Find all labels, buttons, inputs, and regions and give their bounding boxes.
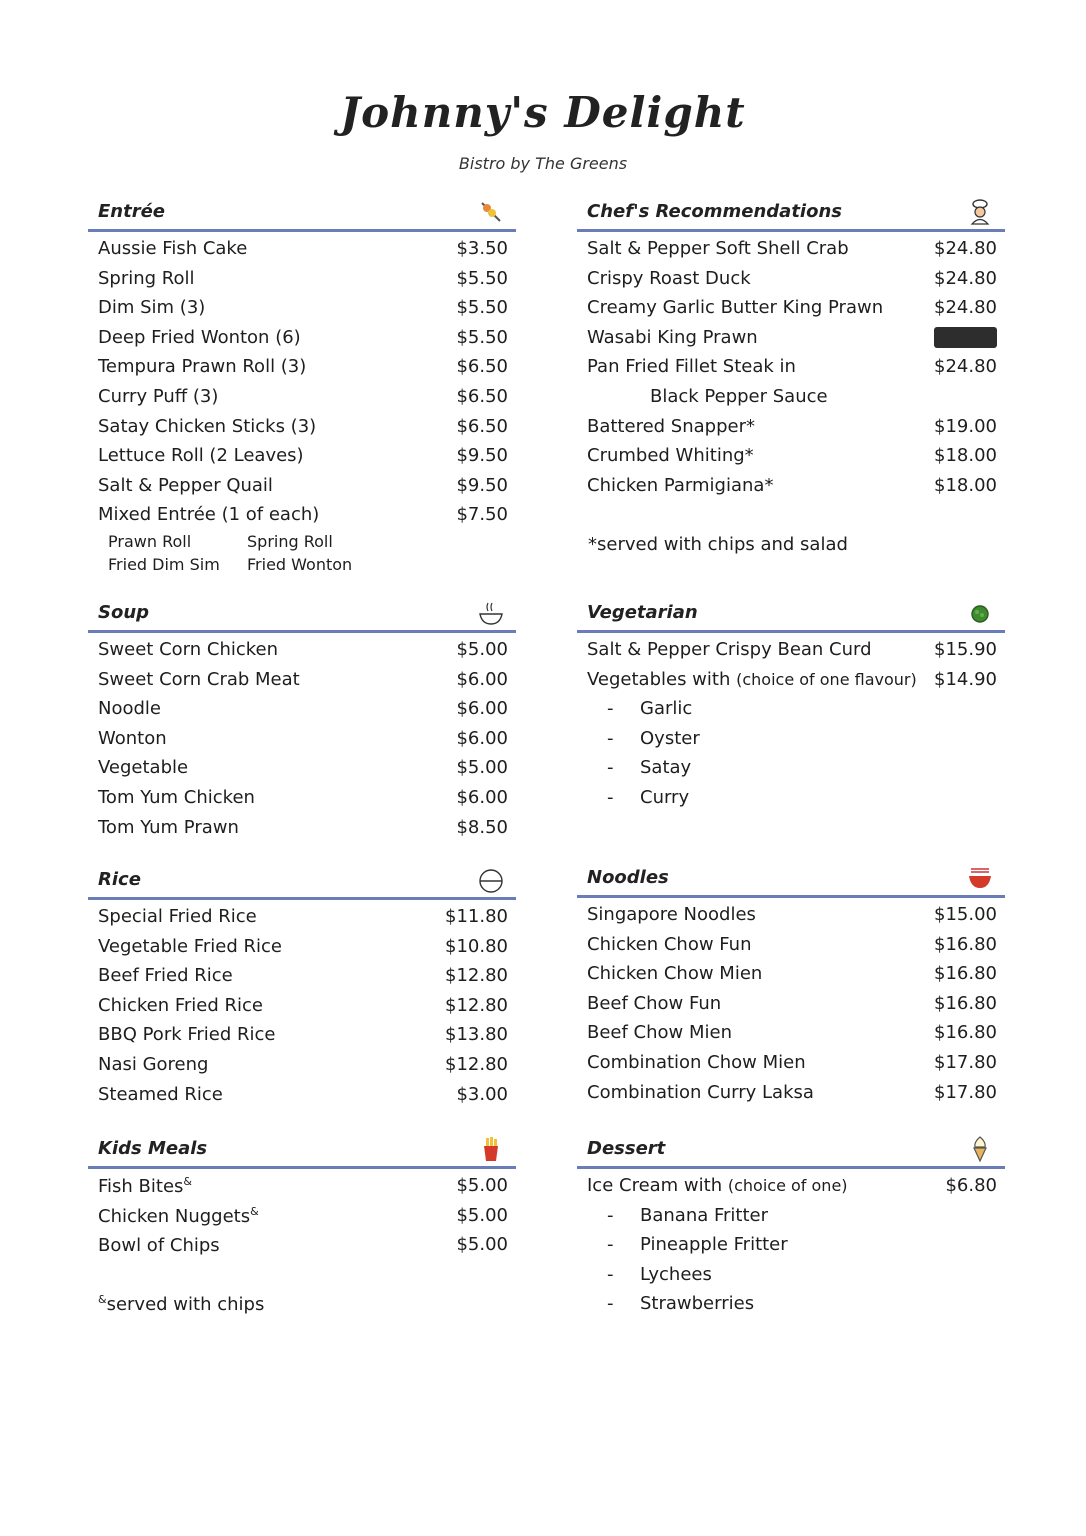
menu-row	[577, 1169, 1005, 1199]
item-name: Wonton	[98, 727, 167, 749]
item-name-text: Chicken Nuggets	[98, 1205, 251, 1227]
menu-row	[577, 1046, 1005, 1076]
option-row	[577, 751, 1005, 781]
item-name: Aussie Fish Cake	[98, 238, 248, 259]
option-dash: -	[607, 1204, 614, 1226]
section-title: Chef's Recommendations	[587, 201, 842, 222]
menu-row	[577, 898, 1005, 928]
section-title: Soup	[98, 602, 150, 623]
menu-row	[88, 751, 516, 781]
redacted-price: $24.80	[934, 326, 997, 348]
item-name: BBQ Pork Fried Rice	[98, 1024, 276, 1046]
item-price: $12.80	[445, 994, 508, 1016]
menu-row	[577, 439, 1005, 469]
menu-row	[88, 232, 516, 262]
item-price: $3.00	[456, 1083, 508, 1105]
menu-title: Johnny's Delight	[340, 88, 746, 137]
footnote-text: served with chips	[106, 1294, 265, 1315]
item-name-text: Ice Cream with	[587, 1175, 723, 1196]
item-footnote-mark: &	[250, 1204, 259, 1218]
item-price: $3.50	[456, 238, 508, 259]
mixed-item: Fried Dim Sim	[108, 555, 220, 575]
item-name: Crumbed Whiting*	[587, 445, 754, 467]
option-name: Pineapple Fritter	[640, 1234, 788, 1256]
item-name: Lettuce Roll (2 Leaves)	[98, 445, 304, 467]
option-row	[577, 1228, 1005, 1258]
item-price: $16.80	[934, 933, 997, 955]
section-noodles	[577, 865, 1005, 1105]
item-name: Noodle	[98, 698, 161, 720]
menu-row	[577, 957, 1005, 987]
section-header	[88, 600, 516, 633]
item-name: Vegetable Fried Rice	[98, 935, 282, 957]
item-name: Dim Sim (3)	[98, 297, 206, 319]
menu-row	[88, 1048, 516, 1078]
section-entree	[88, 199, 516, 575]
item-name: Salt & Pepper Crispy Bean Curd	[587, 639, 872, 660]
item-price: $5.00	[456, 1175, 508, 1196]
menu-row	[577, 350, 1005, 380]
mixed-entree-contents	[88, 528, 516, 552]
item-name: Salt & Pepper Quail	[98, 474, 273, 496]
item-name	[587, 669, 917, 690]
mixed-item: Prawn Roll	[108, 531, 192, 551]
item-name-continued: Black Pepper Sauce	[650, 385, 828, 407]
menu-row	[88, 1228, 516, 1258]
menu-row	[88, 291, 516, 321]
section-header	[577, 600, 1005, 633]
chefs-footnote: *served with chips and salad	[588, 534, 848, 555]
soup-bowl-icon	[478, 600, 504, 626]
item-name-text: Fish Bites	[98, 1176, 184, 1197]
item-name: Sweet Corn Chicken	[98, 639, 279, 660]
option-dash: -	[607, 786, 614, 808]
item-price: $19.00	[934, 415, 997, 437]
menu-row	[88, 439, 516, 469]
section-soup	[88, 600, 516, 840]
item-price: $24.80	[934, 356, 997, 378]
menu-row	[577, 321, 1005, 351]
section-header	[88, 1136, 516, 1169]
menu-row	[88, 350, 516, 380]
item-name	[98, 1205, 259, 1227]
item-price: $24.80	[934, 267, 997, 289]
item-name: Vegetable	[98, 757, 189, 779]
item-price: $6.50	[456, 385, 508, 407]
item-name: Pan Fried Fillet Steak in	[587, 356, 796, 378]
menu-row	[88, 663, 516, 693]
option-dash: -	[607, 757, 614, 779]
item-name: Chicken Chow Mien	[587, 963, 763, 985]
section-title: Kids Meals	[98, 1138, 208, 1159]
section-kids-meals	[88, 1136, 516, 1258]
item-name: Steamed Rice	[98, 1083, 223, 1105]
item-price: $14.90	[934, 668, 997, 690]
mixed-item: Fried Wonton	[247, 555, 353, 575]
item-name: Crispy Roast Duck	[587, 267, 751, 289]
item-price: $6.50	[456, 415, 508, 437]
menu-row	[88, 900, 516, 930]
item-footnote-mark: &	[183, 1175, 192, 1188]
item-price: $6.00	[456, 727, 508, 749]
item-qualifier: (choice of one)	[727, 1176, 848, 1195]
menu-row	[88, 1199, 516, 1229]
option-dash: -	[607, 727, 614, 749]
option-row	[577, 1258, 1005, 1288]
rice-bowl-icon	[478, 867, 504, 893]
menu-row-continuation	[577, 380, 1005, 410]
item-name: Tom Yum Prawn	[98, 816, 239, 838]
skewer-icon	[478, 199, 504, 225]
item-price: $6.00	[456, 698, 508, 720]
item-price: $6.00	[456, 668, 508, 690]
menu-row	[577, 987, 1005, 1017]
menu-row	[577, 469, 1005, 499]
item-price: $13.80	[445, 1024, 508, 1046]
option-dash: -	[607, 1293, 614, 1315]
option-name: Strawberries	[640, 1293, 755, 1315]
menu-row	[577, 262, 1005, 292]
item-name: Satay Chicken Sticks (3)	[98, 415, 317, 437]
option-row	[577, 781, 1005, 811]
menu-row	[577, 928, 1005, 958]
section-title: Vegetarian	[587, 602, 698, 623]
option-name: Lychees	[640, 1263, 712, 1285]
item-price: $6.00	[456, 786, 508, 808]
item-name-text: Bowl of Chips	[98, 1235, 220, 1257]
item-name	[98, 1234, 220, 1256]
item-name: Beef Chow Fun	[587, 992, 722, 1014]
item-price: $7.50	[456, 504, 508, 526]
item-price: $5.50	[456, 267, 508, 289]
item-price: $9.50	[456, 474, 508, 496]
item-name: Chicken Fried Rice	[98, 994, 264, 1016]
menu-row	[88, 410, 516, 440]
menu-row	[577, 633, 1005, 663]
menu-row	[577, 232, 1005, 262]
item-price: $12.80	[445, 965, 508, 987]
item-name: Combination Chow Mien	[587, 1051, 806, 1073]
item-name: Spring Roll	[98, 267, 195, 289]
menu-row	[88, 469, 516, 499]
item-name: Creamy Garlic Butter King Prawn	[587, 297, 884, 319]
menu-row	[88, 959, 516, 989]
item-name: Chicken Parmigiana*	[587, 474, 774, 496]
menu-row	[88, 1018, 516, 1048]
menu-row	[88, 633, 516, 663]
fries-icon	[478, 1136, 504, 1162]
menu-row	[88, 781, 516, 811]
section-title: Entrée	[98, 201, 166, 222]
menu-row	[88, 989, 516, 1019]
menu-row	[88, 930, 516, 960]
item-name: Beef Fried Rice	[98, 965, 233, 987]
section-header	[88, 867, 516, 900]
menu-row	[577, 1076, 1005, 1106]
section-title: Rice	[98, 869, 141, 890]
item-price: $5.00	[456, 757, 508, 779]
menu-row	[88, 692, 516, 722]
item-price: $6.50	[456, 356, 508, 378]
noodle-bowl-icon	[967, 865, 993, 891]
section-title: Noodles	[587, 867, 669, 888]
kids-footnote	[98, 1293, 264, 1315]
ice-cream-icon	[967, 1136, 993, 1162]
menu-row	[577, 1016, 1005, 1046]
item-price: $12.80	[445, 1053, 508, 1075]
broccoli-icon	[967, 600, 993, 626]
item-price: $17.80	[934, 1051, 997, 1073]
item-price: $11.80	[445, 906, 508, 927]
item-price: $16.80	[934, 1022, 997, 1044]
section-chefs-recommendations	[577, 199, 1005, 498]
item-name: Singapore Noodles	[587, 904, 756, 925]
item-name: Battered Snapper*	[587, 415, 755, 437]
item-name: Special Fried Rice	[98, 906, 257, 927]
menu-row	[577, 410, 1005, 440]
option-name: Banana Fritter	[640, 1204, 769, 1226]
section-header	[577, 199, 1005, 232]
item-price: $18.00	[934, 445, 997, 467]
item-price: $16.80	[934, 992, 997, 1014]
mixed-entree-contents	[88, 551, 516, 575]
item-price: $17.80	[934, 1081, 997, 1103]
menu-row	[577, 663, 1005, 693]
item-name: Chicken Chow Fun	[587, 933, 752, 955]
item-qualifier: (choice of one flavour)	[736, 669, 917, 689]
item-price: $15.90	[934, 639, 997, 660]
item-name: Sweet Corn Crab Meat	[98, 668, 300, 690]
option-name: Oyster	[640, 727, 700, 749]
option-row	[577, 722, 1005, 752]
item-price: $16.80	[934, 963, 997, 985]
item-price: $24.80	[934, 238, 997, 259]
item-price: $5.00	[456, 639, 508, 660]
menu-row	[88, 811, 516, 841]
section-vegetarian	[577, 600, 1005, 811]
item-name	[98, 1175, 192, 1197]
mixed-item: Spring Roll	[247, 531, 333, 551]
item-name-text: Vegetables with	[587, 668, 731, 690]
item-price: $10.80	[445, 935, 508, 957]
section-header	[577, 1136, 1005, 1169]
item-name: Combination Curry Laksa	[587, 1081, 814, 1103]
item-price: $15.00	[934, 904, 997, 925]
option-row	[577, 1287, 1005, 1317]
option-dash: -	[607, 698, 614, 720]
section-header	[577, 865, 1005, 898]
option-dash: -	[607, 1234, 614, 1256]
menu-subtitle: Bistro by The Greens	[458, 154, 628, 173]
item-price-redacted	[934, 327, 997, 348]
menu-row	[88, 1169, 516, 1199]
item-price: $24.80	[934, 297, 997, 319]
section-title: Dessert	[587, 1138, 666, 1159]
item-name: Salt & Pepper Soft Shell Crab	[587, 238, 849, 259]
chef-icon	[967, 199, 993, 225]
item-name: Tom Yum Chicken	[98, 786, 255, 808]
section-dessert	[577, 1136, 1005, 1317]
item-price: $8.50	[456, 816, 508, 838]
menu-row	[88, 722, 516, 752]
item-name: Nasi Goreng	[98, 1053, 209, 1075]
option-name: Curry	[640, 786, 690, 808]
item-name: Tempura Prawn Roll (3)	[98, 356, 307, 378]
item-price: $5.50	[456, 326, 508, 348]
item-price: $6.80	[945, 1175, 997, 1196]
section-header	[88, 199, 516, 232]
menu-row	[88, 1078, 516, 1108]
item-name: Curry Puff (3)	[98, 385, 219, 407]
item-name: Deep Fried Wonton (6)	[98, 326, 301, 348]
item-price: $5.00	[456, 1204, 508, 1226]
menu-row	[88, 262, 516, 292]
menu-row	[88, 380, 516, 410]
item-name: Beef Chow Mien	[587, 1022, 733, 1044]
footnote-mark: &	[98, 1293, 107, 1306]
item-price: $9.50	[456, 445, 508, 467]
menu-row	[88, 498, 516, 528]
option-row	[577, 692, 1005, 722]
option-name: Satay	[640, 757, 692, 779]
section-rice	[88, 867, 516, 1107]
item-price: $5.00	[456, 1234, 508, 1256]
menu-row	[88, 321, 516, 351]
item-name	[587, 1175, 848, 1196]
option-dash: -	[607, 1263, 614, 1285]
item-name: Wasabi King Prawn	[587, 326, 758, 348]
menu-row	[577, 291, 1005, 321]
option-row	[577, 1199, 1005, 1229]
item-name: Mixed Entrée (1 of each)	[98, 504, 320, 526]
option-name: Garlic	[640, 698, 693, 720]
item-price: $18.00	[934, 474, 997, 496]
item-price: $5.50	[456, 297, 508, 319]
